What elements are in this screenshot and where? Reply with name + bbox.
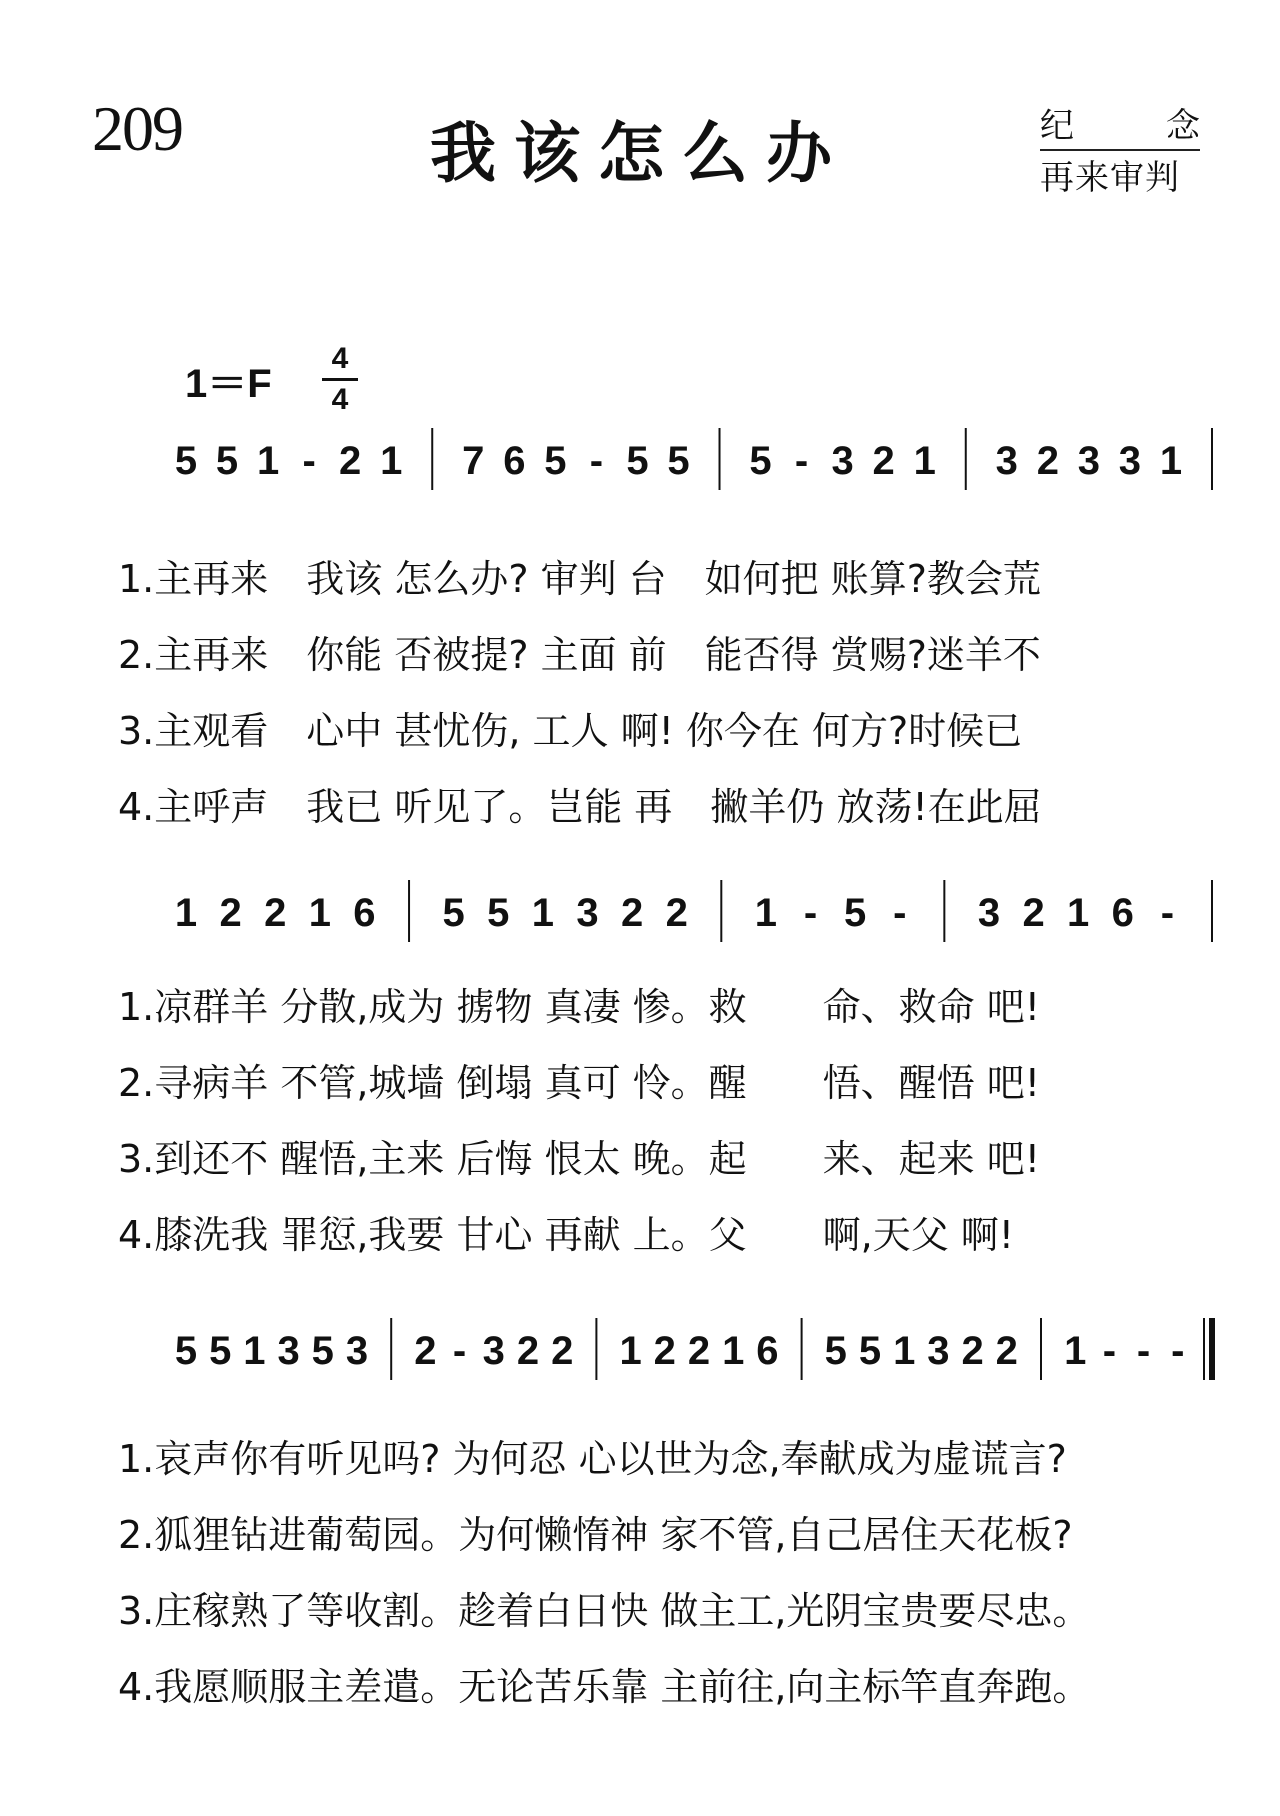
note-digit: 5 xyxy=(858,1329,882,1373)
note-dash: - xyxy=(1171,1329,1185,1373)
note-dash: - xyxy=(302,439,316,483)
note-digit: 5 xyxy=(667,439,690,483)
time-signature-top: 4 xyxy=(322,340,358,381)
note-digit: 1 xyxy=(893,1329,916,1373)
note-digit: 1 xyxy=(754,891,778,935)
note-digit: 5 xyxy=(174,439,198,483)
note-dash: - xyxy=(452,1329,467,1373)
note-digit: 5 xyxy=(311,1329,334,1373)
note-digit: 5 xyxy=(442,891,465,935)
note-digit: 1 xyxy=(619,1329,642,1373)
note-dash: - xyxy=(893,891,907,935)
note-digit: 6 xyxy=(756,1329,779,1373)
category-char-right: 念 xyxy=(1166,106,1200,146)
note-digit: 1 xyxy=(1067,891,1090,935)
note-digit: 2 xyxy=(872,439,895,483)
note-digit: 5 xyxy=(626,439,649,483)
note-dash: - xyxy=(803,891,818,935)
note-digit: 3 xyxy=(1118,439,1142,483)
note-digit: 2 xyxy=(516,1329,540,1373)
note-digit: 3 xyxy=(482,1329,505,1373)
note-digit: 3 xyxy=(1077,439,1101,483)
note-digit: 1 xyxy=(308,891,331,935)
note-digit: 2 xyxy=(687,1329,711,1373)
note-digit: 1 xyxy=(256,439,280,483)
note-digit: 2 xyxy=(1022,891,1045,935)
note-digit: 7 xyxy=(462,439,485,483)
note-digit: 1 xyxy=(531,891,554,935)
note-digit: 3 xyxy=(345,1329,369,1373)
hymn-category-secondary: 再来审判 xyxy=(1040,158,1180,198)
note-digit: 5 xyxy=(844,891,867,935)
note-digit: 1 xyxy=(722,1329,745,1373)
time-signature-bottom: 4 xyxy=(331,383,349,416)
lyric-line: 4.主呼声 我已 听见了。岂能 再 撇羊仍 放荡!在此屈 xyxy=(118,785,1042,829)
note-digit: 2 xyxy=(339,439,362,483)
note-digit: 6 xyxy=(353,891,376,935)
note-digit: 1 xyxy=(1159,439,1183,483)
note-digit: 5 xyxy=(209,1329,232,1373)
note-digit: 3 xyxy=(576,891,599,935)
note-digit: 1 xyxy=(380,439,403,483)
lyric-line: 3.主观看 心中 甚忧伤, 工人 啊! 你今在 何方?时候已 xyxy=(118,709,1023,753)
note-digit: 2 xyxy=(665,891,688,935)
lyric-line: 4.膝洗我 罪愆,我要 甘心 再献 上。父 啊,天父 啊! xyxy=(118,1213,1015,1257)
note-digit: 5 xyxy=(749,439,772,483)
notation-staff-2 xyxy=(0,862,1280,952)
note-digit: 1 xyxy=(1064,1329,1087,1373)
note-digit: 6 xyxy=(503,439,526,483)
note-digit: 6 xyxy=(1111,891,1134,935)
hymn-title: 我该怎么办 xyxy=(430,115,850,192)
notation-staff-1 xyxy=(0,410,1280,500)
note-dash: - xyxy=(1136,1329,1151,1373)
note-dash: - xyxy=(794,439,809,483)
note-digit: 2 xyxy=(653,1329,676,1373)
note-dash: - xyxy=(1160,891,1175,935)
note-digit: 2 xyxy=(414,1329,437,1373)
lyric-line: 1.凉群羊 分散,成为 掳物 真凄 惨。救 命、救命 吧! xyxy=(118,985,1040,1029)
lyric-line: 1.主再来 我该 怎么办? 审判 台 如何把 账算?教会荒 xyxy=(118,557,1041,601)
lyric-line: 3.庄稼熟了等收割。趁着白日快 做主工,光阴宝贵要尽忠。 xyxy=(118,1589,1091,1633)
note-digit: 2 xyxy=(961,1329,984,1373)
lyric-line: 2.狐狸钻进葡萄园。为何懒惰神 家不管,自己居住天花板? xyxy=(118,1513,1073,1557)
note-digit: 5 xyxy=(824,1329,847,1373)
note-digit: 3 xyxy=(831,439,854,483)
hymn-number: 209 xyxy=(92,93,182,164)
note-digit: 1 xyxy=(174,891,198,935)
note-digit: 2 xyxy=(995,1329,1018,1373)
note-digit: 3 xyxy=(277,1329,300,1373)
note-digit: 1 xyxy=(913,439,936,483)
key-signature: 1＝F xyxy=(185,362,272,406)
hymn-category-primary xyxy=(1040,98,1200,151)
notation-staff-3 xyxy=(0,1300,1280,1390)
note-digit: 3 xyxy=(995,439,1018,483)
note-digit: 5 xyxy=(215,439,239,483)
note-digit: 2 xyxy=(620,891,644,935)
note-digit: 5 xyxy=(174,1329,198,1373)
lyric-line: 1.哀声你有听见吗? 为何忍 心以世为念,奉献成为虚谎言? xyxy=(118,1437,1067,1481)
note-digit: 2 xyxy=(219,891,242,935)
lyric-line: 4.我愿顺服主差遣。无论苦乐靠 主前往,向主标竿直奔跑。 xyxy=(118,1665,1091,1709)
note-digit: 3 xyxy=(977,891,1001,935)
note-digit: 3 xyxy=(927,1329,950,1373)
note-digit: 2 xyxy=(264,891,287,935)
note-digit: 1 xyxy=(243,1329,266,1373)
lyric-line: 2.寻病羊 不管,城墙 倒塌 真可 怜。醒 悟、醒悟 吧! xyxy=(118,1061,1040,1105)
time-signature xyxy=(322,340,358,419)
lyric-line: 2.主再来 你能 否被提? 主面 前 能否得 赏赐?迷羊不 xyxy=(118,633,1041,677)
note-digit: 2 xyxy=(551,1329,574,1373)
note-dash: - xyxy=(1102,1329,1117,1373)
category-char-left: 纪 xyxy=(1040,106,1074,146)
note-digit: 5 xyxy=(544,439,567,483)
lyric-line: 3.到还不 醒悟,主来 后悔 恨太 晚。起 来、起来 吧! xyxy=(118,1137,1040,1181)
note-dash: - xyxy=(589,439,604,483)
note-digit: 5 xyxy=(487,891,510,935)
note-digit: 2 xyxy=(1036,439,1059,483)
